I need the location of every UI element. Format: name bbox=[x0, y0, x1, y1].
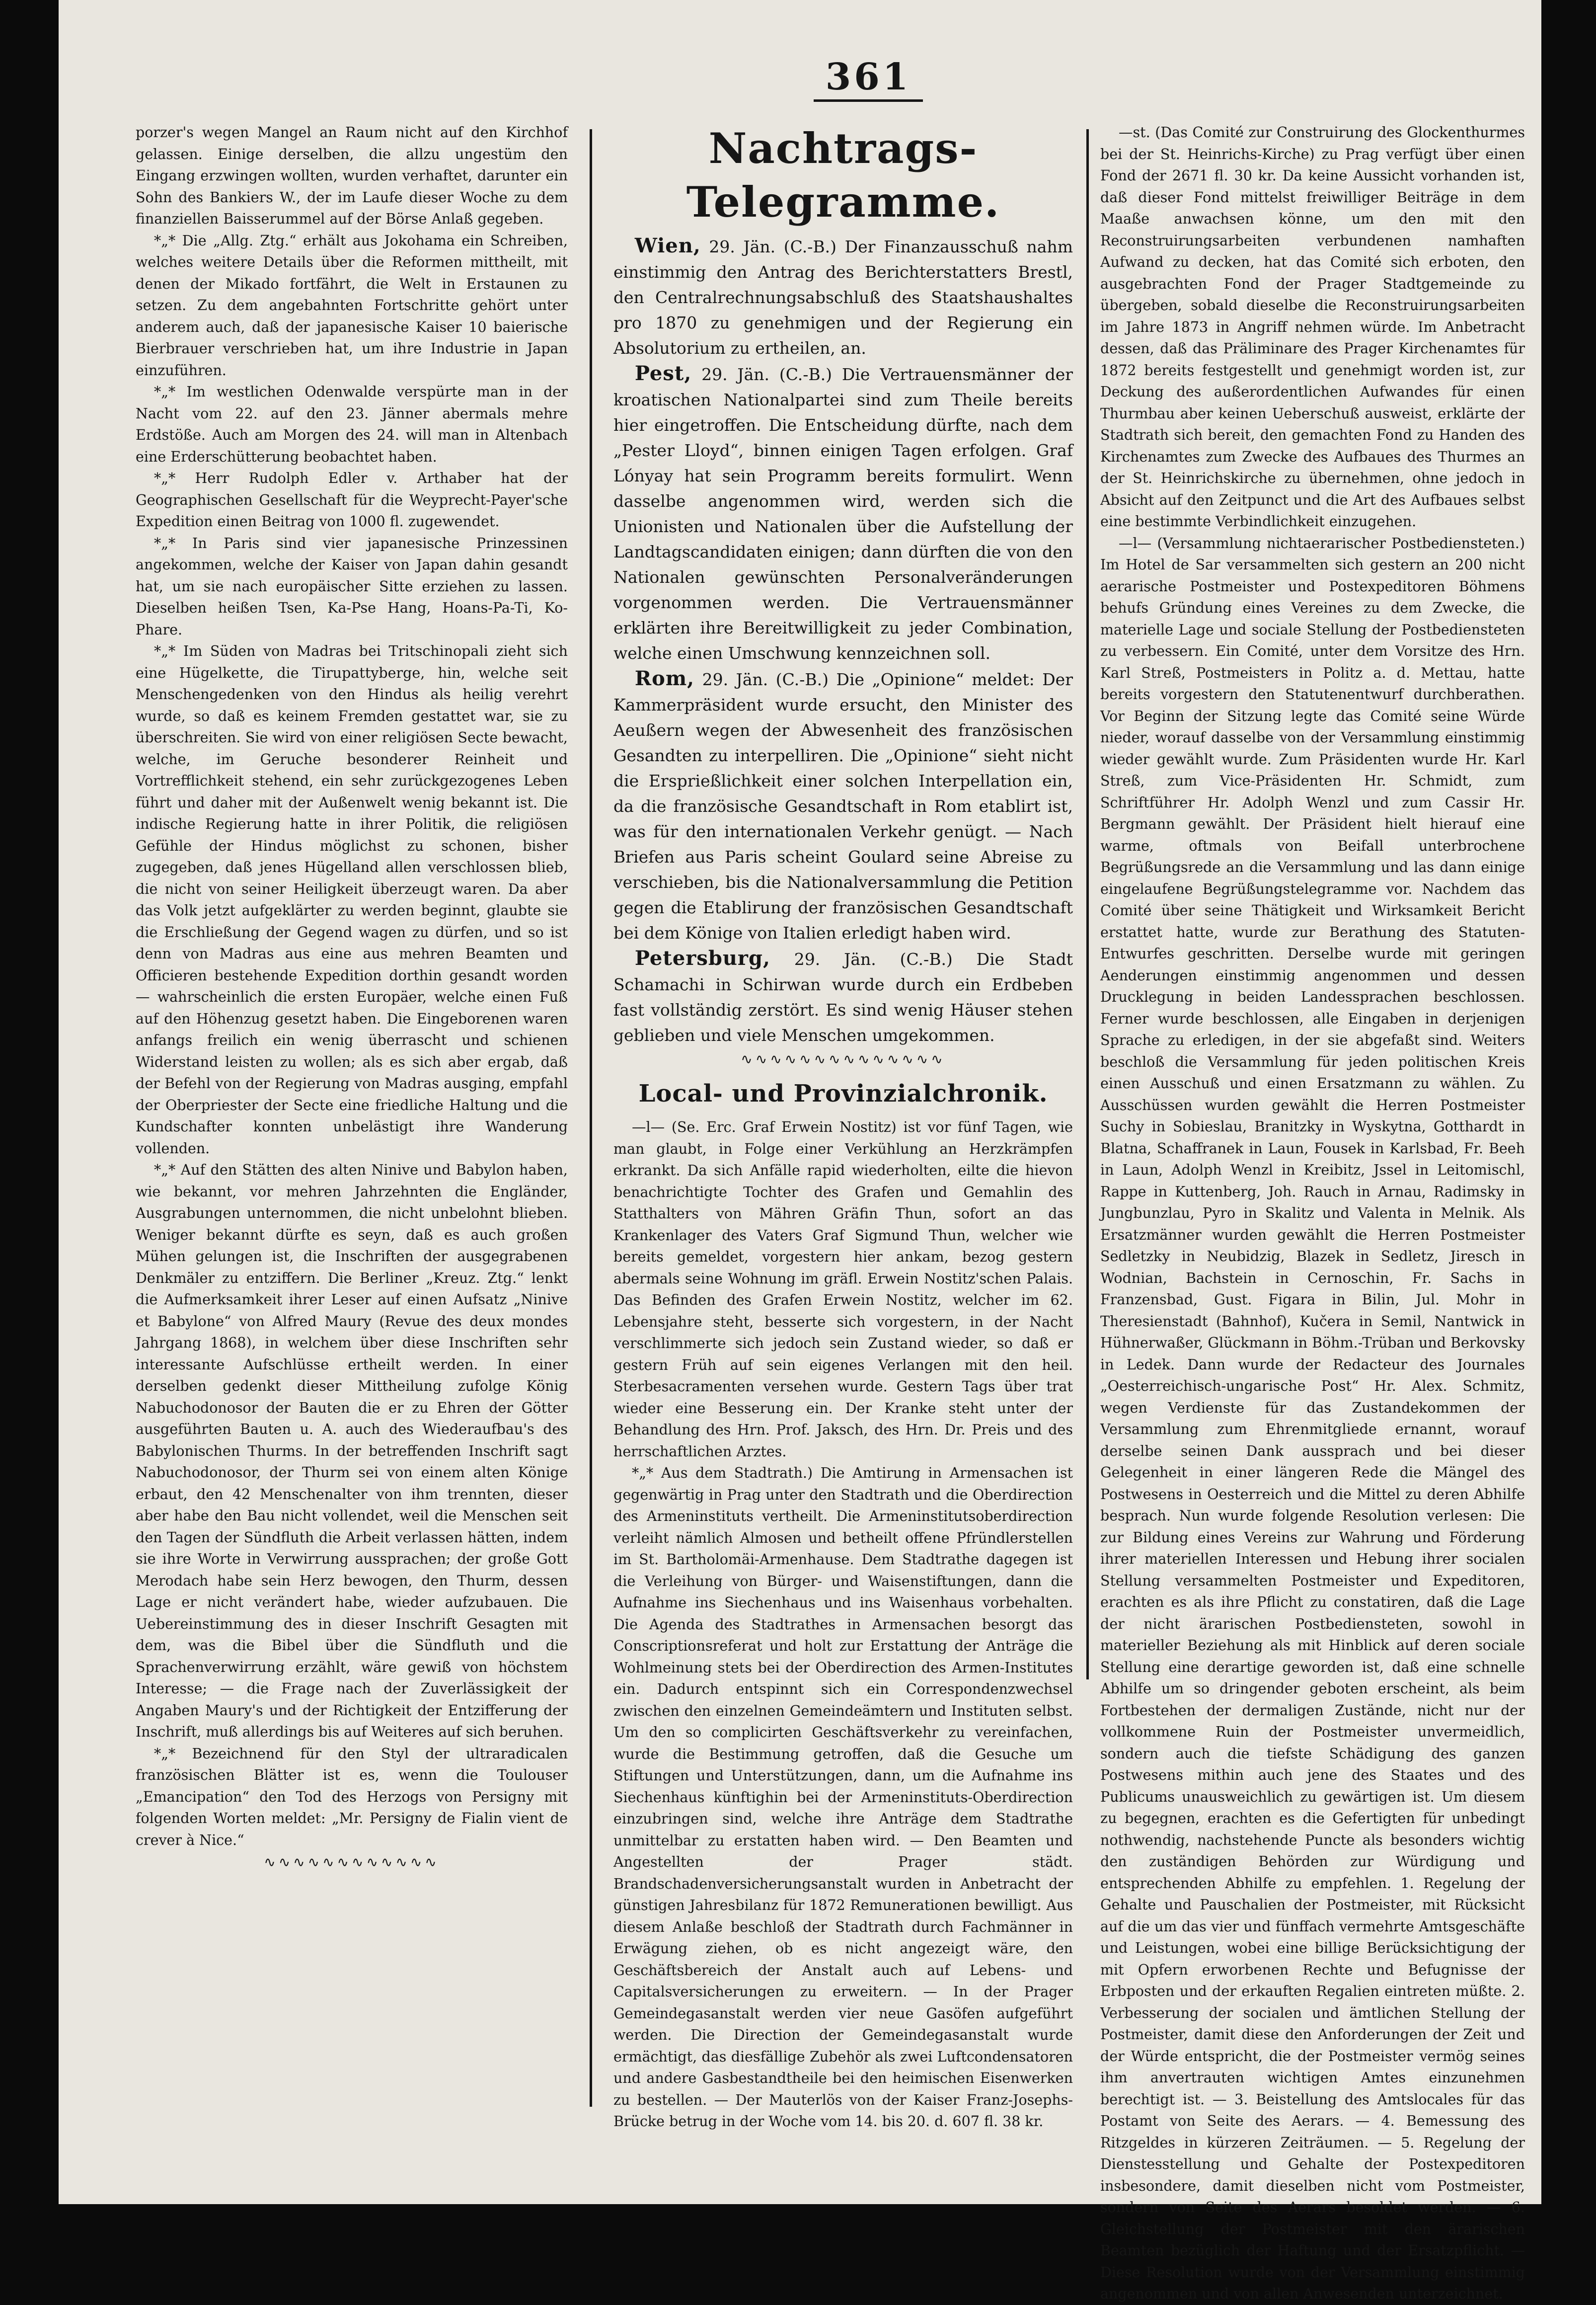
dispatch-city: Wien, bbox=[634, 234, 701, 257]
news-paragraph: *„* Aus dem Stadtrath.) Die Amtirung in Armensachen ist gegenwärtig in Prag unter den Stadtrath und die Oberdirection des Armeninstituts vertheilt. Die Armeninstitutsoberdirection verleiht nämlich Almosen und betheilt offene Pfründlerstellen im St. Bartholomäi-Armenhause. Dem Stadtrathe dagegen ist die Verleihung von Bürger- und Waisenstiftungen, dann die Aufnahme ins Siechenhaus und ins Waisenhaus vorbehalten. Die Agenda des Stadtrathes in Armensachen besorgt das Conscriptionsreferat und holt zur Erstattung der Anträge die Wohlmeinung stets bei der Oberdirection des Armen-Institutes ein. Dadurch entspinnt sich ein Correspondenzwechsel zwischen den einzelnen Gemeindeämtern und Instituten selbst. Um den so complicirten Geschäftsverkehr zu vereinfachen, wurde die Bestimmung getroffen, daß die Gesuche um Stiftungen und Unterstützungen, dann, um die Aufnahme ins Siechenhaus künftighin bei der Armeninstituts-Oberdirection einzubringen sind, welche ihre Anträge dem Stadtrathe unmittelbar zu erstatten haben wird. — Den Beamten und Angestellten der Prager städt. Brandschadenversicherungsanstalt wurden in Anbetracht der günstigen Jahresbilanz für 1872 Remunerationen bewilligt. Aus diesem Anlaße beschloß der Stadtrath durch Fachmänner in Erwägung ziehen, ob es nicht angezeigt wäre, den Geschäftsbereich der Anstalt auch auf Lebens- und Capitalsversicherungen zu erweitern. — In der Prager Gemeindegasanstalt werden vier neue Gasöfen aufgeführt werden. Die Direction der Gemeindegasanstalt wurde ermächtigt, das diesfällige Zubehör als zwei Luftcondensatoren und andere Gasbestandtheile bei den heimischen Eisenwerken zu bestellen. — Der Mauterlös von der Kaiser Franz-Josephs-Brücke betrug in der Woche vom 14. bis 20. d. 607 fl. 38 kr. bbox=[613, 1465, 1073, 2130]
telegrams-heading: Nachtrags-Telegramme. bbox=[686, 124, 1000, 227]
section-ornament: ∿∿∿∿∿∿∿∿∿∿∿∿∿∿ bbox=[741, 1051, 946, 1067]
news-paragraph: *„* Die „Allg. Ztg.“ erhält aus Jokohama ein Schreiben, welches weitere Details über die Reformen mittheilt, mit denen der Mikado fortfährt, die Welt in Erstaunen zu setzen. Zu dem angebahnten Fortschritte gehört unter anderem auch, daß der japanesische Kaiser 10 baierische Bierbrauer verschrieben hat, um ihre Industrie in Japan einzuführen. bbox=[136, 232, 568, 379]
dispatch-city: Petersburg, bbox=[634, 947, 770, 970]
dispatch-text: 29. Jän. (C.-B.) Der Finanzausschuß nahm einstimmig den Antrag des Berichterstatters Brestl, den Centralrechnungsabschluß des Staatshaushaltes pro 1870 zu genehmigen und der Regierung ein Absolutorium zu ertheilen, an. bbox=[613, 237, 1073, 358]
news-paragraph: porzer's wegen Mangel an Raum nicht auf den Kirchhof gelassen. Einige derselben, die allzu ungestüm den Eingang erzwingen wollten, wurden verhaftet, darunter ein Sohn des Bankiers W., der im Laufe dieser Woche zu dem finanziellen Baisserummel auf der Börse Anlaß gegeben. bbox=[136, 124, 568, 227]
middle-column bbox=[613, 122, 1073, 2149]
local-chronicle-heading: Local- und Provinzialchronik. bbox=[638, 1080, 1048, 1108]
dispatch-text: 29. Jän. (C.-B.) Die Stadt Schamachi in Schirwan wurde durch ein Erdbeben fast vollständig zerstört. Es sind wenig Häuser stehen geblieben und viele Menschen umgekommen. bbox=[613, 950, 1073, 1045]
right-column bbox=[1100, 122, 1525, 2302]
news-paragraph: *„* Bezeichnend für den Styl der ultraradicalen französischen Blätter ist es, wenn die Toulouser „Emancipation“ den Tod des Herzogs von Persigny mit folgenden Worten meldet: „Mr. Persigny de Fialin vient de crever à Nice.“ bbox=[136, 1745, 568, 1848]
telegram-dispatch bbox=[613, 233, 1073, 361]
dispatch-city: Rom, bbox=[634, 667, 695, 690]
page-number: 361 bbox=[825, 56, 912, 98]
news-paragraph: *„* Im Süden von Madras bei Tritschinopali zieht sich eine Hügelkette, die Tirupattyberge, hin, welche seit Menschengedenken von den Hindus als heilig verehrt wurde, so daß es keinem Fremden gestattet war, sie zu überschreiten. Sie wird von einer religiösen Secte bewacht, welche, im Geruche besonderer Reinheit und Vortrefflichkeit stehend, ein sehr zurückgezogenes Leben führt und daher mit der Außenwelt wenig bekannt ist. Die indische Regierung hatte in ihrer Politik, die religiösen Gefühle der Hindus möglichst zu schonen, bisher zugegeben, daß jenes Hügelland allen verschlossen blieb, die nicht von seiner Heiligkeit überzeugt waren. Da aber das Volk jetzt aufgeklärter zu werden beginnt, glaubte sie die Erschließung der Gegend wagen zu dürfen, und so ist denn von Madras aus eine aus mehren Beamten und Officieren bestehende Expedition dorthin gesandt worden — wahrscheinlich die ersten Europäer, welche einen Fuß auf den Höhenzug gesetzt haben. Die Eingeborenen waren anfangs freilich ein wenig überrascht und schienen Widerstand leisten zu wollen; als es sich aber ergab, daß der Befehl von der Regierung von Madras ausging, empfahl der Oberpriester der Secte eine friedliche Haltung und die Kundschafter konnten unbelästigt ihre Wanderung vollenden. bbox=[136, 643, 568, 1157]
news-paragraph: *„* Auf den Stätten des alten Ninive und Babylon haben, wie bekannt, vor mehren Jahrzehnten die Engländer, Ausgrabungen unternommen, die nicht unbelohnt blieben. Weniger bekannt dürfte es seyn, daß es auch großen Mühen gelungen ist, die Inschriften der ausgegrabenen Denkmäler zu entziffern. Die Berliner „Kreuz. Ztg.“ lenkt die Aufmerksamkeit ihrer Leser auf einen Aufsatz „Ninive et Babylone“ von Alfred Maury (Revue des deux mondes Jahrgang 1868), in welchem über diese Inschriften sehr interessante Aufschlüsse ertheilt werden. In einer derselben gedenkt dieser Mittheilung zufolge König Nabuchodonosor der Bauten die er zu Ehren der Götter ausgeführten Bauten u. A. auch des Wiederaufbau's des Babylonischen Thurms. In der betreffenden Inschrift sagt Nabuchodonosor, der Thurm sei von einem alten Könige erbaut, den 42 Menschenalter von ihm trennten, dieser aber habe den Bau nicht vollendet, weil die Menschen seit den Tagen der Sündfluth die Arbeit verlassen hätten, indem sie ihre Worte in Verwirrung aussprachen; der große Gott Merodach habe sein Herz bewogen, den Thurm, dessen Lage er nicht verändert habe, wieder aufzubauen. Die Uebereinstimmung des in dieser Inschrift Gesagten mit dem, was die Bibel über die Sündfluth und die Sprachenverwirrung erzählt, wäre gewiß von höchstem Interesse; — die Frage nach der Zuverlässigkeit der Angaben Maury's und der Richtigkeit der Entzifferung der Inschrift, muß allerdings bis auf Weiteres auf sich beruhen. bbox=[136, 1162, 568, 1740]
telegram-dispatch bbox=[613, 666, 1073, 946]
left-column bbox=[136, 122, 568, 2149]
news-paragraph: *„* Im westlichen Odenwalde verspürte man in der Nacht vom 22. auf den 23. Jänner abermals mehre Erdstöße. Auch am Morgen des 24. will man in Altenbach eine Erderschütterung beobachtet haben. bbox=[136, 384, 568, 465]
news-paragraph: —l— (Se. Erc. Graf Erwein Nostitz) ist vor fünf Tagen, wie man glaubt, in Folge einer Verkühlung an Herzkrämpfen erkrankt. Da sich Anfälle rapid wiederholten, eilte die hievon benachrichtigte Tochter des Grafen und Gemahlin des Statthalters von Mähren Gräfin Thun, sofort an das Krankenlager des Vaters Graf Sigmund Thun, welcher wie bereits gemeldet, vorgestern hier ankam, bezog gestern abermals seine Wohnung im gräfl. Erwein Nostitz'schen Palais. Das Befinden des Grafen Erwein Nostitz, welcher im 62. Lebensjahre steht, besserte sich vorgestern, in der Nacht verschlimmerte sich jedoch sein Zustand wieder, so daß er gestern Früh auf sein eigenes Verlangen mit den heil. Sterbesacramenten versehen wurde. Gestern Tags über trat wieder eine Besserung ein. Der Kranke steht unter der Behandlung des Hrn. Prof. Jaksch, des Hrn. Dr. Preis und des herrschaftlichen Arztes. bbox=[613, 1119, 1073, 1460]
column-divider bbox=[590, 129, 592, 2107]
page-number-underline bbox=[814, 99, 923, 102]
news-paragraph: —l— (Versammlung nichtaerarischer Postbediensteten.) Im Hotel de Sar versammelten sich gestern an 200 nicht aerarische Postmeister und Postexpeditoren Böhmens behufs Gründung eines Vereines zu dem Zwecke, die materielle Lage und sociale Stellung der Postbediensteten zu verbessern. Ein Comité, unter dem Vorsitze des Hrn. Karl Streß, Postmeisters in Politz a. d. Mettau, hatte bereits vorgestern den Statutenentwurf durchberathen. Vor Beginn der Sitzung legte das Comité seine Würde nieder, worauf dasselbe von der Versammlung einstimmig wieder gewählt wurde. Zum Präsidenten wurde Hr. Karl Streß, zum Vice-Präsidenten Hr. Schmidt, zum Schriftführer Hr. Adolph Wenzl und zum Cassir Hr. Bergmann gewählt. Der Präsident hielt hierauf eine warme, oftmals von Beifall unterbrochene Begrüßungsrede an die Versammlung und las dann einige eingelaufene Begrüßungstelegramme vor. Nachdem das Comité über seine Thätigkeit und Wirksamkeit Bericht erstattet hatte, wurde zur Berathung des Statuten-Entwurfes geschritten. Derselbe wurde mit geringen Aenderungen einstimmig angenommen und dessen Drucklegung in beiden Landessprachen beschlossen. Ferner wurde beschlossen, alle Eingaben in derjenigen Sprache zu erledigen, in der sie abgefaßt sind. Weiters beschloß die Versammlung für jeden politischen Kreis einen Ausschuß und einen Ersatzmann zu wählen. Zu Ausschüssen wurden gewählt die Herren Postmeister Suchy in Sobieslau, Branitzky in Wyskytna, Gotthardt in Blatna, Schaffranek in Laun, Fousek in Karlsbad, Fr. Beeh in Laun, Adolph Wenzl in Kreibitz, Jssel in Leitomischl, Rappe in Kuttenberg, Joh. Rauch in Arnau, Radimsky in Jungbunzlau, Pyro in Skalitz und Valenta in Melnik. Als Ersatzmänner wurden gewählt die Herren Postmeister Sedletzky in Neubidzig, Blazek in Sedletz, Jiresch in Wodnian, Bachstein in Cernoschin, Fr. Sachs in Franzensbad, Gust. Figara in Bilin, Jul. Mohr in Theresienstadt (Bahnhof), Kučera in Semil, Nantwick in Hühnerwaßer, Glückmann in Böhm.-Trüban und Berkovsky in Ledek. Dann wurde der Redacteur des Journales „Oesterreichisch-ungarische Post“ Hr. Alex. Schmitz, wegen Verdienste für das Zustandekommen der Versammlung zum Ehrenmitgliede ernannt, worauf derselbe seinen Dank aussprach und bei dieser Gelegenheit in einer längeren Rede die Mängel des Postwesens in Oesterreich und die Mittel zu deren Abhilfe besprach. Nun wurde folgende Resolution verlesen: Die zur Bildung eines Vereins zur Wahrung und Förderung ihrer materiellen Interessen und Hebung ihrer socialen Stellung versammelten Postmeister und Expeditoren, erachten es als ihre Pflicht zu constatiren, daß die Lage der nicht ärarischen Postbediensteten, sowohl in materieller Beziehung als mit Hinblick auf deren sociale Stellung eine derartige geworden ist, daß eine schnelle Abhilfe um so dringender geboten erscheint, als beim Fortbestehen der dermaligen Zustände, nicht nur der vollkommene Ruin der Postmeister unvermeidlich, sondern auch die tiefste Schädigung des ganzen Postwesens mithin auch jene des Staates und des Publicums unausweichlich zu gewärtigen ist. Um diesem zu begegnen, erachten es die Gefertigten für unbedingt nothwendig, nachstehende Puncte als besonders wichtig den zuständigen Behörden zur Würdigung und entsprechenden Abhilfe zu empfehlen. 1. Regelung der Gehalte und Pauschalien der Postmeister, mit Rücksicht auf die um das vier und fünffach vermehrte Amtsgeschäfte und Leistungen, wobei eine billige Berücksichtigung der mit Opfern erworbenen Rechte und Befugnisse der Erbposten und der erkauften Regalien eintreten müßte. 2. Verbesserung der socialen und ämtlichen Stellung der Postmeister, damit diese den Anforderungen der Zeit und der Würde entspricht, die der Postmeister vermög seines ihm anvertrauten wichtigen Amtes einzunehmen berechtigt ist. — 3. Beistellung des Amtslocales für das Postamt von Seite des Aerars. — 4. Bemessung des Ritzgeldes in kürzeren Zeiträumen. — 5. Regelung der Dienstesstellung und Gehalte der Postexpeditoren insbesondere, damit dieselben nicht vom Postmeister, sondern von Seite des Aerars besoldet werden. — 6. Gleichstellung der Postmeister mit den ärarischen Beamten bezüglich der Haftung und der Ersatzpflicht. — Diese Resolution wurde von der Versammlung einstimmig angenommen und von allen Anwesenden unterzeichnet. bbox=[1100, 535, 1525, 2302]
column-divider bbox=[1086, 129, 1089, 1679]
dispatch-city: Pest, bbox=[634, 362, 692, 385]
dispatch-text: 29. Jän. (C.-B.) Die „Opinione“ meldet: Der Kammerpräsident wurde ersucht, den Minister des Aeußern wegen der Abwesenheit des französischen Gesandten zu interpelliren. Die „Opinione“ sieht nicht die Ersprießlichkeit einer solchen Interpellation ein, da die französische Gesandtschaft in Rom etablirt ist, was für den internationalen Verkehr genügt. — Nach Briefen aus Paris scheint Goulard seine Abreise zu verschieben, bis die Nationalversammlung die Petition gegen die Etablirung der französischen Gesandtschaft bei dem Könige von Italien erledigt haben wird. bbox=[613, 670, 1073, 943]
end-ornament: ∿∿∿∿∿∿∿∿∿∿∿∿ bbox=[264, 1854, 440, 1870]
telegram-dispatch bbox=[613, 361, 1073, 666]
news-paragraph: *„* Herr Rudolph Edler v. Arthaber hat der Geographischen Gesellschaft für die Weyprecht-Payer'sche Expedition einen Beitrag von 1000 fl. zugewendet. bbox=[136, 470, 568, 530]
news-paragraph: —st. (Das Comité zur Construirung des Glockenthurmes bei der St. Heinrichs-Kirche) zu Prag verfügt über einen Fond der 2671 fl. 30 kr. Da keine Aussicht vorhanden ist, daß dieser Fond mittelst freiwilliger Beiträge in dem Maaße anwachsen könne, um den mit den Reconstruirungsarbeiten verbundenen namhaften Aufwand zu decken, hat das Comité sich erboten, den ausgebrachten Fond der Prager Stadtgemeinde zu übergeben, sobald dieselbe die Reconstruirungsarbeiten im Jahre 1873 in Angriff nehmen würde. Im Anbetracht dessen, daß das Präliminare des Prager Kirchenamtes für 1872 bereits festgestellt und genehmigt worden ist, zur Deckung des außerordentlichen Aufwandes für einen Thurmbau aber keinen Ueberschuß ausweist, erklärte der Stadtrath sich bereit, den gemachten Fond zu Handen des Kirchenamtes zum Zwecke des Aufbaues des Thurmes an der St. Heinrichskirche zu übernehmen, ohne jedoch in Absicht auf den Zeitpunct und die Art des Aufbaues selbst eine bestimmte Verbindlichkeit einzugehen. bbox=[1100, 124, 1525, 530]
dispatch-text: 29. Jän. (C.-B.) Die Vertrauensmänner der kroatischen Nationalpartei sind zum Theile bereits hier eingetroffen. Die Entscheidung dürfte, nach dem „Pester Lloyd“, binnen einigen Tagen erfolgen. Graf Lónyay hat sein Programm bereits formulirt. Wenn dasselbe angenommen wird, werden sich die Unionisten und Nationalen über die Aufstellung der Landtagscandidaten einigen; dann dürften die von den Nationalen gewünschten Personalveränderungen vorgenommen werden. Die Vertrauensmänner erklärten ihre Bereitwilligkeit zu jeder Combination, welche einen Umschwung kennzeichnen soll. bbox=[613, 365, 1073, 663]
newspaper-page bbox=[59, 0, 1541, 2302]
news-paragraph: *„* In Paris sind vier japanesische Prinzessinen angekommen, welche der Kaiser von Japan dahin gesandt hat, um sie nach europäischer Sitte erziehen zu lassen. Dieselben heißen Tsen, Ka-Pse Hang, Hoans-Pa-Ti, Ko-Phare. bbox=[136, 535, 568, 638]
telegram-dispatch bbox=[613, 946, 1073, 1048]
